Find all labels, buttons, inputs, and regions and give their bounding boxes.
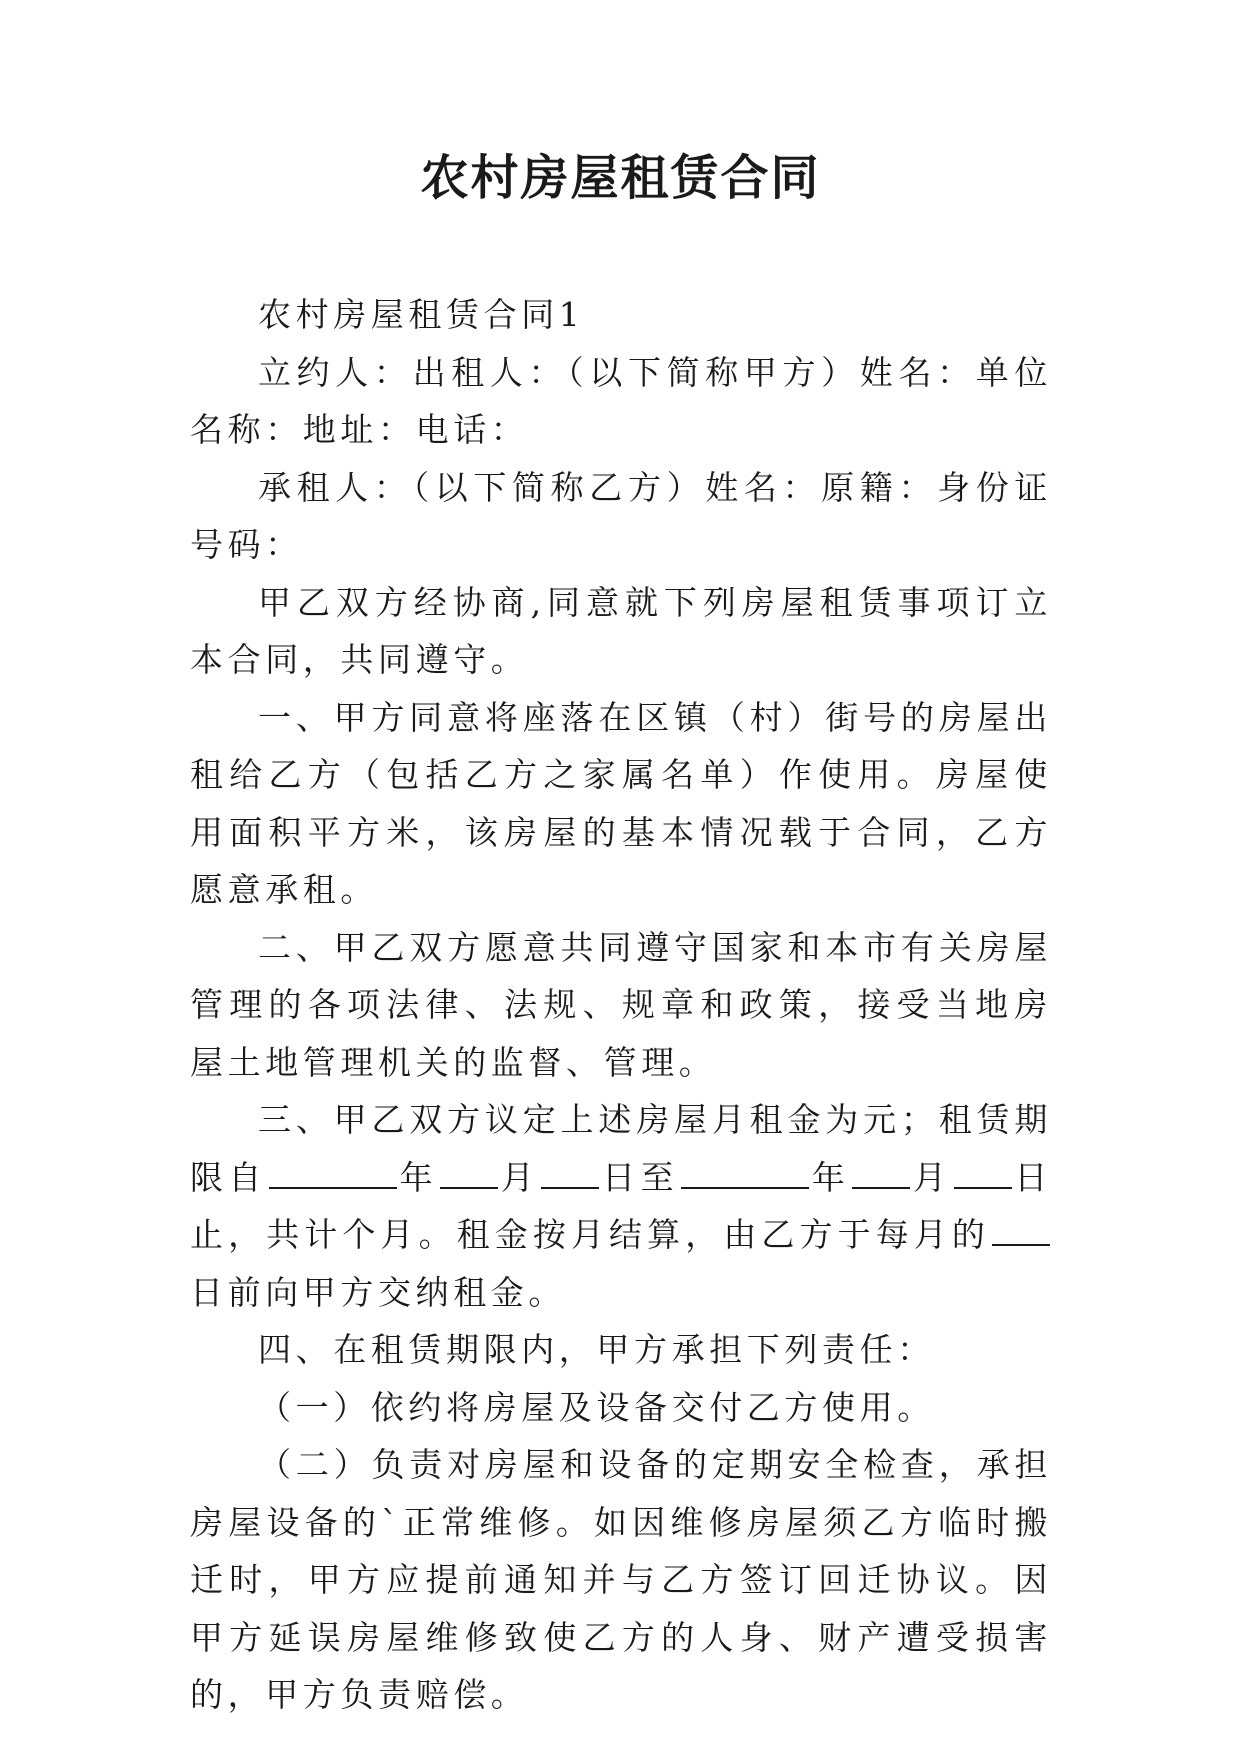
clause-3-text-7: 日止，共计个月。租金按月结算，由乙方于每月的 [190,1157,1052,1254]
clause-3-text-4: 日至 [601,1157,680,1197]
clause-4: 四、在租赁期限内，甲方承担下列责任： [258,1330,935,1369]
blank-start-year [269,1151,397,1189]
clause-3-text-6: 月 [912,1157,952,1197]
paragraph-lessor: 立约人：出租人：（以下简称甲方）姓名：单位名称：地址：电话： [190,352,1052,449]
clause-1: 一、甲方同意将座落在区镇（村）街号的房屋出租给乙方（包括乙方之家属名单）作使用。房屋使用面积平方米，该房屋的基本情况载于合同，乙方愿意承租。 [190,697,1052,909]
blank-start-month [440,1151,498,1189]
clause-3-text-3: 月 [500,1157,540,1197]
blank-end-day [954,1151,1012,1189]
document-body [190,286,1052,1724]
clause-3-text-2: 年 [398,1157,439,1197]
clause-3-text-5: 年 [811,1157,851,1197]
paragraph-lessee: 承租人：（以下简称乙方）姓名：原籍：身份证号码： [190,467,1052,564]
blank-end-month [852,1151,910,1189]
clause-2: 二、甲乙双方愿意共同遵守国家和本市有关房屋管理的各项法律、法规、规章和政策，接受当地房屋土地管理机关的监督、管理。 [190,927,1052,1082]
paragraph-agreement: 甲乙双方经协商,同意就下列房屋租赁事项订立本合同，共同遵守。 [190,582,1052,679]
document-title: 农村房屋租赁合同 [420,150,821,206]
paragraph-heading: 农村房屋租赁合同1 [258,295,585,334]
clause-3-text-1: 三、甲乙双方议定上述房屋月租金为元；租赁期限自 [190,1100,1052,1197]
blank-end-year [681,1151,809,1189]
clause-4-item-2: （二）负责对房屋和设备的定期安全检查，承担房屋设备的`正常维修。如因维修房屋须乙方临时搬迁时，甲方应提前通知并与乙方签订回迁协议。因甲方延误房屋维修致使乙方的人身、财产遭受损害的，甲方负责赔偿。 [190,1445,1052,1714]
blank-start-day [541,1151,599,1189]
blank-payment-day [992,1208,1050,1246]
clause-3 [190,1091,1052,1321]
clause-4-item-1: （一）依约将房屋及设备交付乙方使用。 [258,1387,935,1427]
clause-3-text-8: 日前向甲方交纳租金。 [190,1272,566,1312]
